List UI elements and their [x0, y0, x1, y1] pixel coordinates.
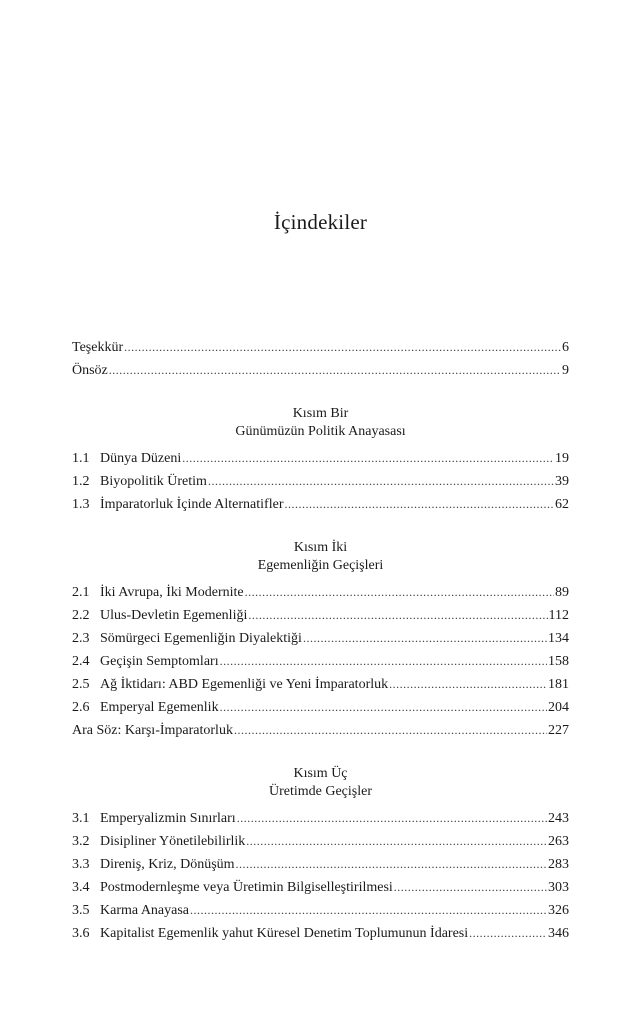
toc-entry-number: 2.2	[72, 608, 90, 623]
toc-entry-page: 89	[555, 585, 569, 600]
toc-entry-label: Önsöz	[72, 363, 108, 378]
front-matter	[72, 336, 569, 382]
toc-entry-label: Emperyal Egemenlik	[100, 700, 219, 715]
leader-dots	[389, 673, 547, 696]
leader-dots	[124, 336, 561, 359]
toc-entry-acknowledgements[interactable]	[72, 336, 569, 359]
part-title: Kısım Bir	[292, 406, 349, 421]
leader-dots	[394, 876, 547, 899]
toc-entry-number: 3.3	[72, 857, 90, 872]
part-title: Kısım İki	[293, 540, 348, 555]
toc-entry-label: Emperyalizmin Sınırları	[100, 811, 236, 826]
part-entries	[72, 447, 569, 516]
toc-entry-page: 227	[548, 723, 569, 738]
toc-entry-number: 2.5	[72, 677, 90, 692]
toc-entry-page: 346	[548, 926, 569, 941]
toc-entry-page: 134	[548, 631, 569, 646]
leader-dots	[303, 627, 547, 650]
toc-entry-preface[interactable]	[72, 359, 569, 382]
toc-entry[interactable]	[72, 807, 569, 830]
toc-entry-number: 1.2	[72, 474, 90, 489]
part-heading	[72, 405, 569, 441]
toc-entry[interactable]	[72, 696, 569, 719]
toc-entry-page: 243	[548, 811, 569, 826]
toc-entry-page: 9	[562, 363, 569, 378]
toc-entry-page: 158	[548, 654, 569, 669]
part-entries	[72, 807, 569, 945]
toc-entry-page: 39	[555, 474, 569, 489]
leader-dots	[246, 830, 547, 853]
toc-entry-label: İki Avrupa, İki Modernite	[100, 585, 244, 600]
toc-entry-number: 2.3	[72, 631, 90, 646]
toc-entry[interactable]	[72, 899, 569, 922]
toc-entry-number: 1.1	[72, 451, 90, 466]
toc-entry-label: Teşekkür	[72, 340, 124, 355]
toc-entry-label: Direniş, Kriz, Dönüşüm	[100, 857, 235, 872]
toc-entry-page: 303	[548, 880, 569, 895]
toc-entry-number: 3.4	[72, 880, 90, 895]
leader-dots	[220, 696, 547, 719]
toc-entry[interactable]	[72, 673, 569, 696]
part-heading	[72, 765, 569, 801]
leader-dots	[236, 853, 547, 876]
toc-entry-label: Biyopolitik Üretim	[100, 474, 207, 489]
leader-dots	[245, 581, 554, 604]
leader-dots	[469, 922, 547, 945]
toc-entry-number: 2.1	[72, 585, 90, 600]
toc-entry-page: 19	[555, 451, 569, 466]
toc-entry-page: 181	[548, 677, 569, 692]
part-heading	[72, 539, 569, 575]
toc-entry-interlude[interactable]	[72, 719, 569, 742]
page-title: İçindekiler	[273, 210, 368, 234]
toc-entry-label: Ulus-Devletin Egemenliği	[100, 608, 248, 623]
toc-entry[interactable]	[72, 627, 569, 650]
toc-entry-number: 3.2	[72, 834, 90, 849]
leader-dots	[208, 470, 554, 493]
leader-dots	[237, 807, 547, 830]
toc-entry[interactable]	[72, 581, 569, 604]
toc-entry-label: Sömürgeci Egemenliğin Diyalektiği	[100, 631, 302, 646]
toc-entry-number: 2.6	[72, 700, 90, 715]
leader-dots	[182, 447, 554, 470]
leader-dots	[284, 493, 554, 516]
toc-entry[interactable]	[72, 922, 569, 945]
toc-entry-page: 6	[562, 340, 569, 355]
toc-entry-label: Karma Anayasa	[100, 903, 190, 918]
toc-entry[interactable]	[72, 876, 569, 899]
toc-entry-label: Postmodernleşme veya Üretimin Bilgiselleştirilmesi	[100, 880, 393, 895]
toc-entry-number: 3.6	[72, 926, 90, 941]
toc-entry-number: 3.1	[72, 811, 90, 826]
toc-entry-number: 1.3	[72, 497, 90, 512]
toc-entry-label: Geçişin Semptomları	[100, 654, 219, 669]
part-subtitle: Günümüzün Politik Anayasası	[235, 424, 406, 439]
part-entries	[72, 581, 569, 742]
toc-entry-page: 204	[548, 700, 569, 715]
leader-dots	[190, 899, 547, 922]
toc-entry-page: 62	[555, 497, 569, 512]
toc-entry[interactable]	[72, 650, 569, 673]
toc-entry-number: 2.4	[72, 654, 90, 669]
toc-entry-page: 283	[548, 857, 569, 872]
leader-dots	[248, 604, 547, 627]
toc-entry-label: Ağ İktidarı: ABD Egemenliği ve Yeni İmparatorluk	[100, 677, 389, 692]
toc-entry-page: 263	[548, 834, 569, 849]
leader-dots	[109, 359, 561, 382]
toc-entry-label: Disipliner Yönetilebilirlik	[100, 834, 246, 849]
toc-entry[interactable]	[72, 604, 569, 627]
toc-entry[interactable]	[72, 470, 569, 493]
toc-entry[interactable]	[72, 830, 569, 853]
toc-entry-page: 112	[548, 608, 569, 623]
toc-entry-label: İmparatorluk İçinde Alternatifler	[100, 497, 284, 512]
toc-entry-number: 3.5	[72, 903, 90, 918]
leader-dots	[220, 650, 547, 673]
part-title: Kısım Üç	[293, 766, 348, 781]
toc-entry[interactable]	[72, 493, 569, 516]
toc-entry-label: Dünya Düzeni	[100, 451, 182, 466]
toc-entry[interactable]	[72, 447, 569, 470]
part-subtitle: Egemenliğin Geçişleri	[257, 558, 384, 573]
toc-entry-label: Ara Söz: Karşı-İmparatorluk	[72, 723, 233, 738]
toc-entry-page: 326	[548, 903, 569, 918]
leader-dots	[234, 719, 547, 742]
toc-entry[interactable]	[72, 853, 569, 876]
toc-entry-label: Kapitalist Egemenlik yahut Küresel Denetim Toplumunun İdaresi	[100, 926, 469, 941]
part-subtitle: Üretimde Geçişler	[268, 784, 372, 799]
table-of-contents	[72, 336, 569, 945]
